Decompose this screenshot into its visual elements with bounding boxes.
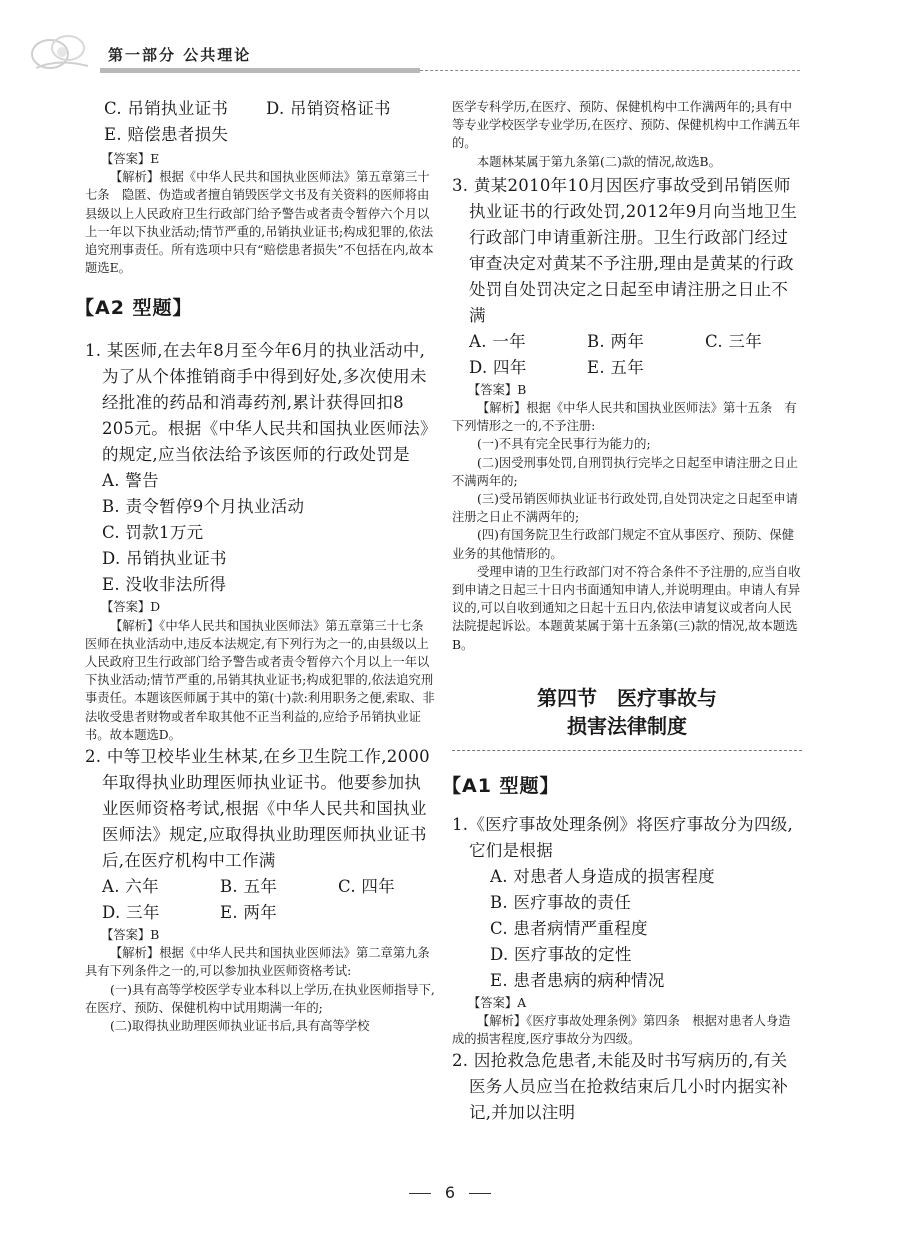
question-1: 1. 某医师,在去年8月至今年6月的执业活动中,为了从个体推销商手中得到好处,多次使用未经批准的药品和消毒药剂,累计获得回扣8 205元。根据《中华人民共和国执业医师法》的规定,应当依法给予该医师的行政处罚是 [85,341,429,465]
option-e: E. 五年 [587,357,645,377]
header-bar [100,68,420,73]
option-c: C. 三年 [705,331,763,351]
explanation-item: (一)不具有完全民事行为能力的; [477,437,651,452]
option-d: D. 吊销执业证书 [102,549,227,569]
option-e: E. 没收非法所得 [102,575,227,595]
explanation-item: (四)有国务院卫生行政部门规定不宜从事医疗、预防、保健业务的其他情形的。 [452,528,795,561]
explanation-item: (一)具有高等学校医学专业本科以上学历,在执业医师指导下,在医疗、预防、保健机构中试用期满一年的; [85,982,435,1015]
explanation: 【解析】《医疗事故处理条例》第四条 根据对患者人身造成的损害程度,医疗事故分为四级。 [452,1014,791,1047]
explanation-item: (二)因受刑事处罚,自刑罚执行完毕之日起至申请注册之日止不满两年的; [452,455,798,488]
option-b: B. 责令暂停9个月执业活动 [102,497,305,517]
question-2: 2. 中等卫校毕业生林某,在乡卫生院工作,2000年取得执业助理医师执业证书。他要参加执业医师资格考试,根据《中华人民共和国执业医师法》规定,应取得执业助理医师执业证书后,在医疗机构中工作满 [85,747,430,871]
explanation-item: (三)受吊销医师执业证书行政处罚,自处罚决定之日起至申请注册之日止不满两年的; [452,492,798,525]
option-a: A. 对患者人身造成的损害程度 [490,866,715,886]
option-c: C. 吊销执业证书 [104,99,229,118]
question-3: 3. 黄某2010年10月因医疗事故受到吊销医师执业证书的行政处罚,2012年9月向当地卫生行政部门申请重新注册。卫生行政部门经过审查决定对黄某不予注册,理由是黄某的行政处罚自处罚决定之日起至申请注册之日止不满 [452,175,798,325]
section-title: 第四节 医疗事故与 损害法律制度 [537,685,717,738]
answer: 【答案】A [468,995,527,1010]
a1-heading: 【A1 型题】 [442,774,560,797]
page-number-rule-left [409,1193,431,1194]
option-e: E. 患者患病的病种情况 [490,970,665,990]
option-d: D. 医疗事故的定性 [490,944,632,964]
option-d: D. 四年 [469,357,527,377]
option-c: C. 四年 [338,877,396,897]
option-c: C. 罚款1万元 [102,523,204,543]
explanation: 【解析】根据《中华人民共和国执业医师法》第二章第九条 具有下列条件之一的,可以参加执业医师资格考试: [85,946,443,979]
page-number: 6 [0,1183,900,1202]
explanation-continued: 医学专科学历,在医疗、预防、保健机构中工作满两年的;具有中等专业学校医学专业学历,在医疗、预防、保健机构中工作满五年的。 [452,100,801,151]
option-b: B. 医疗事故的责任 [490,892,632,912]
option-b: B. 两年 [587,331,645,351]
question-4: 1.《医疗事故处理条例》将医疗事故分为四级,它们是根据 [452,814,794,860]
option-e: E. 两年 [220,903,278,923]
option-e: E. 赔偿患者损失 [104,125,229,144]
explanation: 【解析】根据《中华人民共和国执业医师法》第五章第三十七条 隐匿、伪造或者擅自销毁医学文书及有关资料的医师将由县级以上人民政府卫生行政部门给予警告或者责令暂停六个月以上一年以下执业活动;情节严重的,吊销执业证书;构成犯罪的,依法追究刑事责任。所有选项中只有“赔偿患者损失”不包括在内,故本题选E。 [85,170,434,276]
explanation-note: 受理申请的卫生行政部门对不符合条件不予注册的,应当自收到申请之日起三十日内书面通知申请人,并说明理由。申请人有异议的,可以自收到通知之日起十五日内,依法申请复议或者向人民法院提起诉讼。本题黄某属于第十五条第(三)款的情况,故本题选B。 [452,564,801,652]
page-number-rule-right [469,1193,491,1194]
option-a: A. 六年 [102,877,159,897]
explanation-item: (二)取得执业助理医师执业证书后,具有高等学校 [110,1019,370,1034]
option-b: B. 五年 [220,877,278,897]
header-dashed-rule [420,70,800,71]
right-column [442,98,802,1126]
explanation: 【解析】根据《中华人民共和国执业医师法》第十五条 有下列情形之一的,不予注册: [452,401,797,434]
explanation-conclusion: 本题林某属于第九条第(二)款的情况,故选B。 [477,154,721,169]
question-5: 2. 因抢救急危患者,未能及时书写病历的,有关医务人员应当在抢救结束后几小时内据实补记,并加以注明 [452,1051,789,1123]
answer: 【答案】B [101,928,160,943]
option-c: C. 患者病情严重程度 [490,918,648,938]
a2-heading: 【A2 型题】 [75,297,193,320]
answer: 【答案】B [468,382,527,397]
option-a: A. 一年 [469,331,526,351]
answer: 【答案】E [101,152,160,166]
option-a: A. 警告 [102,471,159,491]
option-d: D. 吊销资格证书 [266,99,391,118]
flower-logo-icon [28,28,98,76]
section-dashed-rule [452,750,802,751]
answer: 【答案】D [101,600,161,615]
option-d: D. 三年 [102,903,160,923]
explanation: 【解析】《中华人民共和国执业医师法》第五章第三十七条 医师在执业活动中,违反本法规定,有下列行为之一的,由县级以上人民政府卫生行政部门给予警告或者责令暂停六个月以上一年以下执业活动;情节严重的,吊销其执业证书;构成犯罪的,依法追究刑事责任。本题该医师属于其中的第(十)款:利用职务之便,索取、非法收受患者财物或者牟取其他不正当利益的,应给予吊销执业证书。故本题选D。 [85,618,436,742]
header-section-title: 第一部分 公共理论 [108,46,252,64]
left-column [75,96,443,1035]
